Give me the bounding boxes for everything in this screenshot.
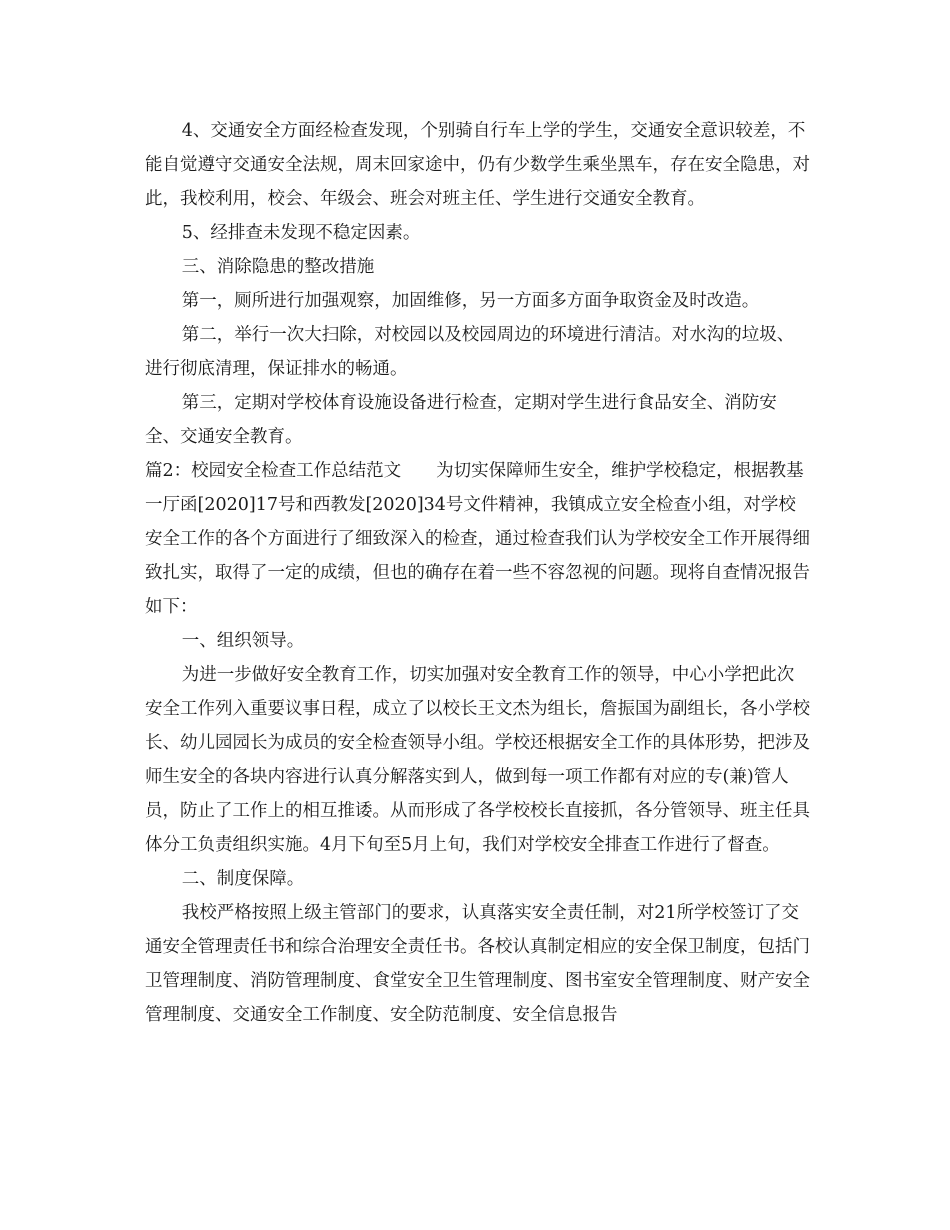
paragraph-traffic-safety: 4、交通安全方面经检查发现，个别骑自行车上学的学生，交通安全意识较差，不能自觉遵守交通安全法规，周末回家途中，仍有少数学生乘坐黑车，存在安全隐患，对此，我校利用，校会、年级会、班会对班主任、学生进行交通安全教育。 xyxy=(145,121,810,209)
paragraph-measure-third: 第三，定期对学校体育设施设备进行检查，定期对学生进行食品安全、消防安全、交通安全教育。 xyxy=(145,393,777,447)
heading-rectification-measures: 三、消除隐患的整改措施 xyxy=(181,257,375,277)
paragraph-system-detail: 我校严格按照上级主管部门的要求，认真落实安全责任制，对21所学校签订了交通安全管理责任书和综合治理安全责任书。各校认真制定相应的安全保卫制度，包括门卫管理制度、消防管理制度、食堂安全卫生管理制度、图书室安全管理制度、财产安全管理制度、交通安全工作制度、安全防范制度、安全信息报告 xyxy=(145,903,810,1025)
paragraph-measure-second: 第二，举行一次大扫除，对校园以及校园周边的环境进行清洁。对水沟的垃圾、进行彻底清理，保证排水的畅通。 xyxy=(145,325,795,379)
document-page xyxy=(145,114,811,1032)
heading-organization-leadership: 一、组织领导。 xyxy=(181,631,305,651)
paragraph-no-instability: 5、经排查未发现不稳定因素。 xyxy=(181,223,421,243)
paragraph-leadership-detail: 为进一步做好安全教育工作，切实加强对安全教育工作的领导，中心小学把此次安全工作列入重要议事日程，成立了以校长王文杰为组长，詹振国为副组长，各小学校长、幼儿园园长为成员的安全检查领导小组。学校还根据安全工作的具体形势，把涉及师生安全的各块内容进行认真分解落实到人，做到每一项工作都有对应的专(兼)管人员，防止了工作上的相互推诿。从而形成了各学校校长直接抓，各分管领导、班主任具体分工负责组织实施。4月下旬至5月上旬，我们对学校安全排查工作进行了督查。 xyxy=(145,665,810,855)
paragraph-measure-first: 第一，厕所进行加强观察，加固维修，另一方面多方面争取资金及时改造。 xyxy=(181,291,760,311)
heading-system-guarantee: 二、制度保障。 xyxy=(181,869,305,889)
paragraph-article-two-intro: 篇2：校园安全检查工作总结范文 为切实保障师生安全，维护学校稳定，根据教基一厅函[2020]17号和西教发[2020]34号文件精神，我镇成立安全检查小组，对学校安全工作的各个方面进行了细致深入的检查，通过检查我们认为学校安全工作开展得细致扎实，取得了一定的成绩，但也的确存在着一些不容忽视的问题。现将自查情况报告如下： xyxy=(145,461,810,617)
